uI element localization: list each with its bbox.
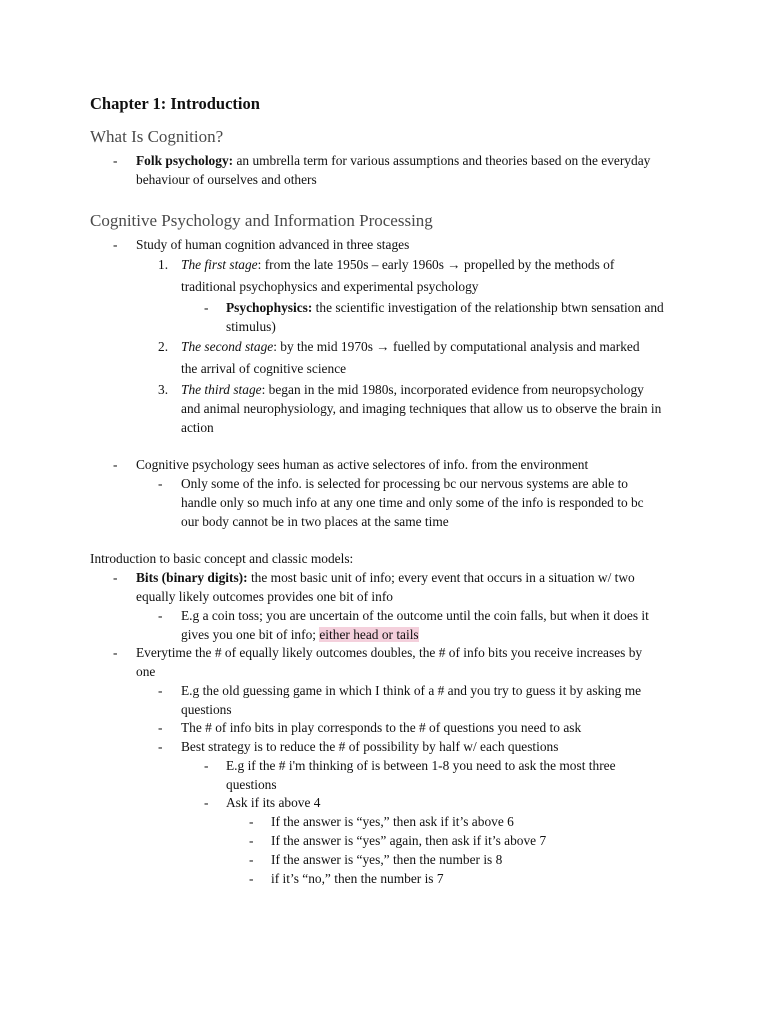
third-stage-line-2: and animal neurophysiology, and imaging techniques that allow us to observe the brain in	[181, 401, 662, 416]
bits-text: the most basic unit of info; every event that occurs in a situation w/ two	[247, 570, 635, 585]
intro-basic-concepts: Introduction to basic concept and classic models:	[90, 551, 354, 566]
definition-text: an umbrella term for various assumptions and theories based on the everyday	[233, 153, 651, 168]
bullet-marker: -	[113, 153, 118, 168]
bullet-marker: -	[158, 608, 163, 623]
example-1-8-line: E.g if the # i'm thinking of is between 1-8 you need to ask the most three	[226, 758, 616, 773]
bits-line	[136, 569, 635, 587]
term-bits: Bits (binary digits):	[136, 570, 248, 585]
third-stage-text: : began in the mid 1980s, incorporated evidence from neuropsychology	[261, 382, 644, 397]
second-stage-line-2: the arrival of cognitive science	[181, 361, 347, 376]
above-7-line: If the answer is “yes” again, then ask if it’s above 7	[271, 833, 547, 848]
folk-psychology-line-2: behaviour of ourselves and others	[136, 172, 317, 187]
third-stage-line-3: action	[181, 420, 214, 435]
bullet-marker: -	[204, 300, 209, 315]
term-third-stage: The third stage	[181, 382, 262, 397]
chapter-title: Chapter 1: Introduction	[90, 94, 260, 113]
bullet-marker: -	[204, 795, 209, 810]
guessing-game-line: E.g the old guessing game in which I think of a # and you try to guess it by asking me	[181, 683, 642, 698]
number-7-line: if it’s “no,” then the number is 7	[271, 871, 444, 886]
number-8-line: If the answer is “yes,” then the number is 8	[271, 852, 503, 867]
bits-questions-line: The # of info bits in play corresponds to the # of questions you need to ask	[181, 720, 582, 735]
bullet-marker: -	[158, 739, 163, 754]
doubling-line: Everytime the # of equally likely outcomes doubles, the # of info bits you receive increases by	[136, 645, 643, 660]
term-first-stage: The first stage	[181, 257, 258, 272]
psychophysics-line	[226, 299, 664, 317]
bullet-marker: -	[113, 570, 118, 585]
term-second-stage: The second stage	[181, 339, 274, 354]
bullet-marker: -	[249, 852, 254, 867]
psychophysics-line-2: stimulus)	[226, 319, 276, 334]
guessing-game-line-2: questions	[181, 702, 232, 717]
section-heading-info-processing: Cognitive Psychology and Information Processing	[90, 211, 433, 230]
study-stages-line: Study of human cognition advanced in three stages	[136, 237, 410, 252]
bullet-marker: -	[113, 237, 118, 252]
bullet-marker: -	[249, 833, 254, 848]
psychophysics-text: the scientific investigation of the relationship btwn sensation and	[312, 300, 664, 315]
bullet-marker: -	[249, 871, 254, 886]
selection-line-3: our body cannot be in two places at the same time	[181, 514, 449, 529]
bullet-marker: -	[113, 457, 118, 472]
bullet-marker: -	[204, 758, 209, 773]
example-1-8-line-2: questions	[226, 777, 277, 792]
first-stage-text: : from the late 1950s – early 1960s → propelled by the methods of	[257, 257, 615, 272]
selection-line-1: Only some of the info. is selected for processing bc our nervous systems are able to	[181, 476, 628, 491]
list-number-1: 1.	[158, 257, 169, 272]
bullet-marker: -	[158, 683, 163, 698]
folk-psychology-line	[136, 152, 650, 170]
second-stage-text: : by the mid 1970s → fuelled by computational analysis and marked	[273, 339, 640, 354]
selection-line-2: handle only so much info at any one time and only some of the info is responded to bc	[181, 495, 644, 510]
highlighted-text: either head or tails	[319, 627, 419, 642]
bits-line-2: equally likely outcomes provides one bit of info	[136, 589, 393, 604]
first-stage-line	[181, 256, 614, 274]
first-stage-line-2: traditional psychophysics and experimental psychology	[181, 279, 479, 294]
third-stage-line	[181, 381, 644, 399]
term-psychophysics: Psychophysics:	[226, 300, 313, 315]
list-number-2: 2.	[158, 339, 169, 354]
coin-toss-line-2	[181, 626, 419, 644]
above-6-line: If the answer is “yes,” then ask if it’s above 6	[271, 814, 514, 829]
coin-toss-text: gives you one bit of info;	[181, 627, 320, 642]
doubling-line-2: one	[136, 664, 156, 679]
bullet-marker: -	[113, 645, 118, 660]
bullet-marker: -	[158, 720, 163, 735]
best-strategy-line: Best strategy is to reduce the # of possibility by half w/ each questions	[181, 739, 559, 754]
coin-toss-line: E.g a coin toss; you are uncertain of the outcome until the coin falls, but when it does it	[181, 608, 649, 623]
ask-above-4-line: Ask if its above 4	[226, 795, 321, 810]
active-selectors-line: Cognitive psychology sees human as active selectores of info. from the environment	[136, 457, 589, 472]
second-stage-line	[181, 338, 640, 356]
list-number-3: 3.	[158, 382, 169, 397]
bullet-marker: -	[249, 814, 254, 829]
term-folk-psychology: Folk psychology:	[136, 153, 234, 168]
bullet-marker: -	[158, 476, 163, 491]
section-heading-cognition: What Is Cognition?	[90, 127, 224, 146]
